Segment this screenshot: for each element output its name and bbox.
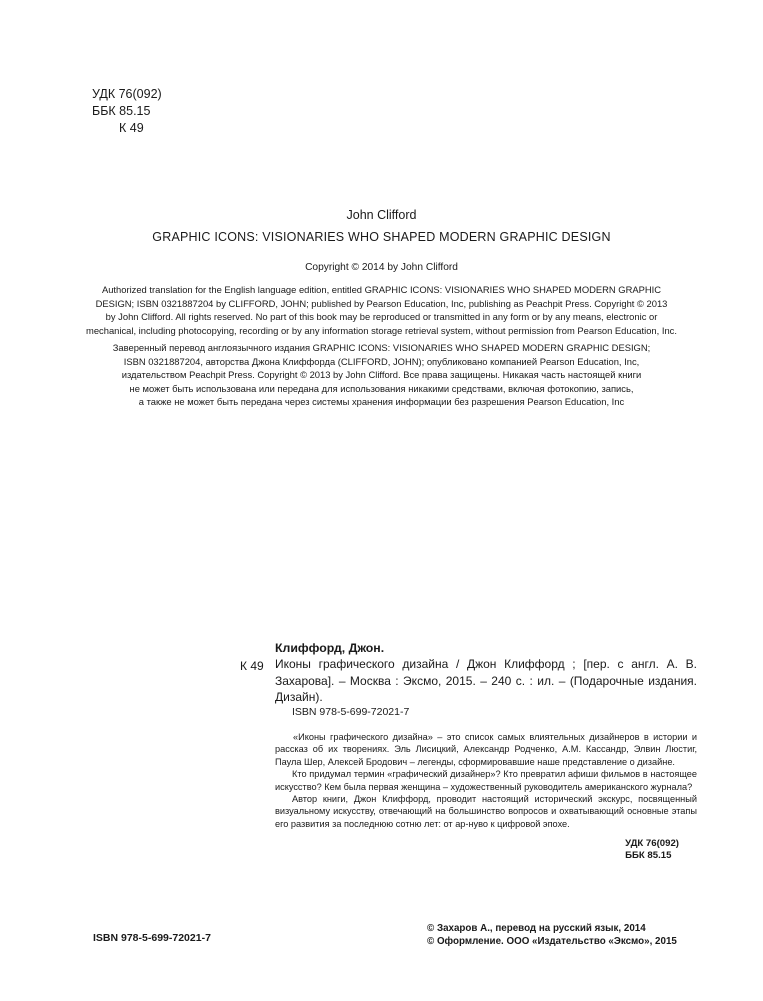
rights-line: а также не может быть передана через системы хранения информации без разрешения Pearson Education, Inc <box>138 396 625 408</box>
annotation-paragraph: «Иконы графического дизайна» – это список самых влиятельных дизайнеров в истории и рассказ об их творениях. Эль Лисицкий, Александр Родченко, А.М. Кассандр, Элвин Люстиг, Паула Шер, Алексей Бродович – легенды, сформировавшие наше представление о дизайне. <box>275 732 697 767</box>
catalog-author-mark: К 49 <box>240 659 264 673</box>
copyright-line: © Захаров А., перевод на русский язык, 2014 <box>427 923 646 934</box>
rights-line: mechanical, including photocopying, recording or by any information storage retrieval system, without permission from Pearson Education, Inc. <box>86 324 677 336</box>
rights-line: не может быть использована или передана для использования никакими средствами, включая фотокопию, запись, <box>129 382 634 394</box>
rights-line: Заверенный перевод англоязычного издания GRAPHIC ICONS: VISIONARIES WHO SHAPED MODERN GRAPHIC DESIGN; <box>112 342 651 353</box>
bbk-code: ББК 85.15 <box>92 104 151 118</box>
original-author: John Clifford <box>346 208 417 222</box>
russian-rights-notice <box>80 341 683 409</box>
rights-line: DESIGN; ISBN 0321887204 by CLIFFORD, JOHN; published by Pearson Education, Inc, publishing as Peachpit Press. Copyright © 2013 <box>95 297 668 309</box>
classification-codes-top <box>92 86 162 137</box>
annotation <box>275 731 697 830</box>
author-mark: К 49 <box>119 121 144 135</box>
rights-line: by John Clifford. All rights reserved. No part of this book may be reproduced or transmitted in any form or by any means, electronic or <box>105 311 658 323</box>
original-copyright: Copyright © 2014 by John Clifford <box>305 262 458 273</box>
annotation-paragraph: Кто придумал термин «графический дизайнер»? Кто превратил афиши фильмов в настоящее искусство? Кем была первая женщина – художественный руководитель американского журнала? <box>275 769 697 792</box>
original-title: GRAPHIC ICONS: VISIONARIES WHO SHAPED MODERN GRAPHIC DESIGN <box>152 230 611 244</box>
udk-code: УДК 76(092) <box>625 838 679 849</box>
catalog-heading: Клиффорд, Джон. <box>275 641 385 655</box>
classification-codes-bottom <box>625 838 679 863</box>
isbn-bottom: ISBN 978-5-699-72021-7 <box>93 932 211 944</box>
catalog-description: Иконы графического дизайна / Джон Клиффорд ; [пер. с англ. А. В. Захарова]. – Москва : Эксмо, 2015. – 240 с. : ил. – (Подарочные издания. Дизайн). <box>275 657 697 704</box>
catalog-record <box>275 640 697 705</box>
catalog-isbn: ISBN 978-5-699-72021-7 <box>292 706 410 718</box>
english-rights-notice <box>80 283 683 337</box>
annotation-paragraph: Автор книги, Джон Клиффорд, проводит настоящий исторический экскурс, посвященный визуальному искусству, отвечающий на большинство вопросов и охватывающий основные этапы его развития за последнюю сотню лет: от ар-нуво к цифровой эпохе. <box>275 794 697 829</box>
udk-code: УДК 76(092) <box>92 87 162 101</box>
rights-line: ISBN 0321887204, авторства Джона Клиффорда (CLIFFORD, JOHN); опубликовано компанией Pearson Education, Inc, <box>123 355 640 367</box>
rights-line: издательством Peachpit Press. Copyright © 2013 by John Clifford. Все права защищены. Никакая часть настоящей книги <box>121 369 642 381</box>
copyright-line: © Оформление. ООО «Издательство «Эксмо», 2015 <box>427 936 677 948</box>
rights-line: Authorized translation for the English language edition, entitled GRAPHIC ICONS: VISIONARIES WHO SHAPED MODERN GRAPHIC <box>101 284 662 295</box>
bbk-code: ББК 85.15 <box>625 850 672 862</box>
translation-copyright <box>427 922 677 949</box>
